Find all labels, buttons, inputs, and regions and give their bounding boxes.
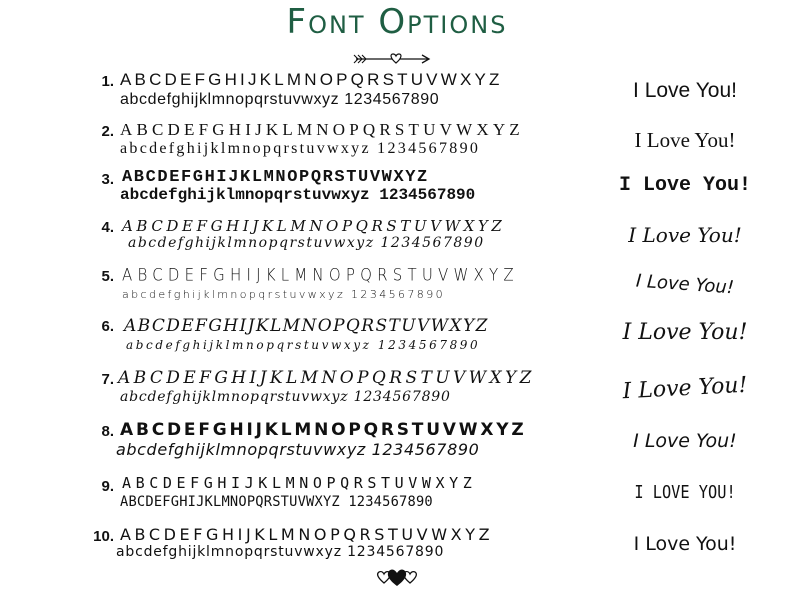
font-number: 4. — [101, 219, 114, 236]
font-sample: I Love You! — [621, 372, 748, 405]
font-sample: I Love You! — [635, 270, 735, 299]
font-sample: I Love You! — [633, 430, 737, 452]
font-sample: I Love You! — [633, 79, 737, 102]
font-lowercase: abcdefghijklmnopqrstuvwxyz 1234567890 — [116, 544, 445, 560]
font-number: 5. — [101, 268, 114, 285]
font-uppercase: ABCDEFGHIJKLMNOPQRSTUVWXYZ — [122, 217, 506, 235]
font-lowercase: abcdefghijklmnopqrstuvwxyz 1234567890 — [120, 140, 481, 157]
font-sample: I Love You! — [628, 223, 742, 247]
font-number: 9. — [101, 478, 114, 495]
font-sample: I Love You! — [622, 320, 748, 345]
font-number: 6. — [101, 318, 114, 335]
page-title: Font Options — [286, 2, 508, 42]
font-uppercase: ABCDEFGHIJKLMNOPQRSTUVWXYZ — [118, 368, 535, 388]
font-lowercase: abcdefghijklmnopqrstuvwxyz 1234567890 — [120, 389, 451, 405]
font-lowercase: abcdefghijklmnopqrstuvwxyz 1234567890 — [120, 186, 476, 204]
font-lowercase: abcdefghijklmnopqrstuvwxyz 1234567890 — [128, 235, 485, 251]
font-uppercase: ABCDEFGHIJKLMNOPQRSTUVWXYZ — [122, 474, 477, 492]
font-sample: I Love You! — [618, 174, 752, 197]
font-number: 10. — [93, 528, 114, 545]
font-lowercase: abcdefghijklmnopqrstuvwxyz 1234567890 — [122, 288, 446, 301]
font-number: 1. — [101, 73, 114, 90]
font-sample: I LOVE YOU! — [634, 482, 736, 503]
font-number: 2. — [101, 123, 114, 140]
font-lowercase: abcdefghijklmnopqrstuvwxyz 1234567890 — [116, 440, 480, 459]
font-sample: I Love You! — [634, 128, 736, 152]
font-lowercase: abcdefghijklmnopqrstuvwxyz 1234567890 — [120, 91, 440, 108]
font-uppercase: ABCDEFGHIJKLMNOPQRSTUVWXYZ — [120, 525, 494, 544]
font-uppercase: ABCDEFGHIJKLMNOPQRSTUVWXYZ — [120, 70, 503, 89]
font-sample: I Love You! — [633, 533, 737, 555]
hearts-icon — [374, 566, 420, 588]
font-uppercase: ABCDEFGHIJKLMNOPQRSTUVWXYZ — [122, 168, 429, 187]
font-uppercase: ABCDEFGHIJKLMNOPQRSTUVWXYZ — [120, 420, 527, 440]
font-lowercase: ABCDEFGHIJKLMNOPQRSTUVWXYZ 1234567890 — [120, 494, 433, 510]
font-lowercase: abcdefghijklmnopqrstuvwxyz 1234567890 — [126, 338, 481, 352]
font-number: 3. — [101, 171, 114, 188]
font-number: 7. — [101, 371, 114, 388]
font-uppercase: ABCDEFGHIJKLMNOPQRSTUVWXYZ — [124, 316, 489, 336]
font-uppercase: ABCDEFGHIJKLMNOPQRSTUVWXYZ — [120, 120, 524, 139]
font-uppercase: ABCDEFGHIJKLMNOPQRSTUVWXYZ — [122, 265, 519, 285]
font-number: 8. — [101, 423, 114, 440]
arrow-heart-icon — [352, 50, 432, 68]
